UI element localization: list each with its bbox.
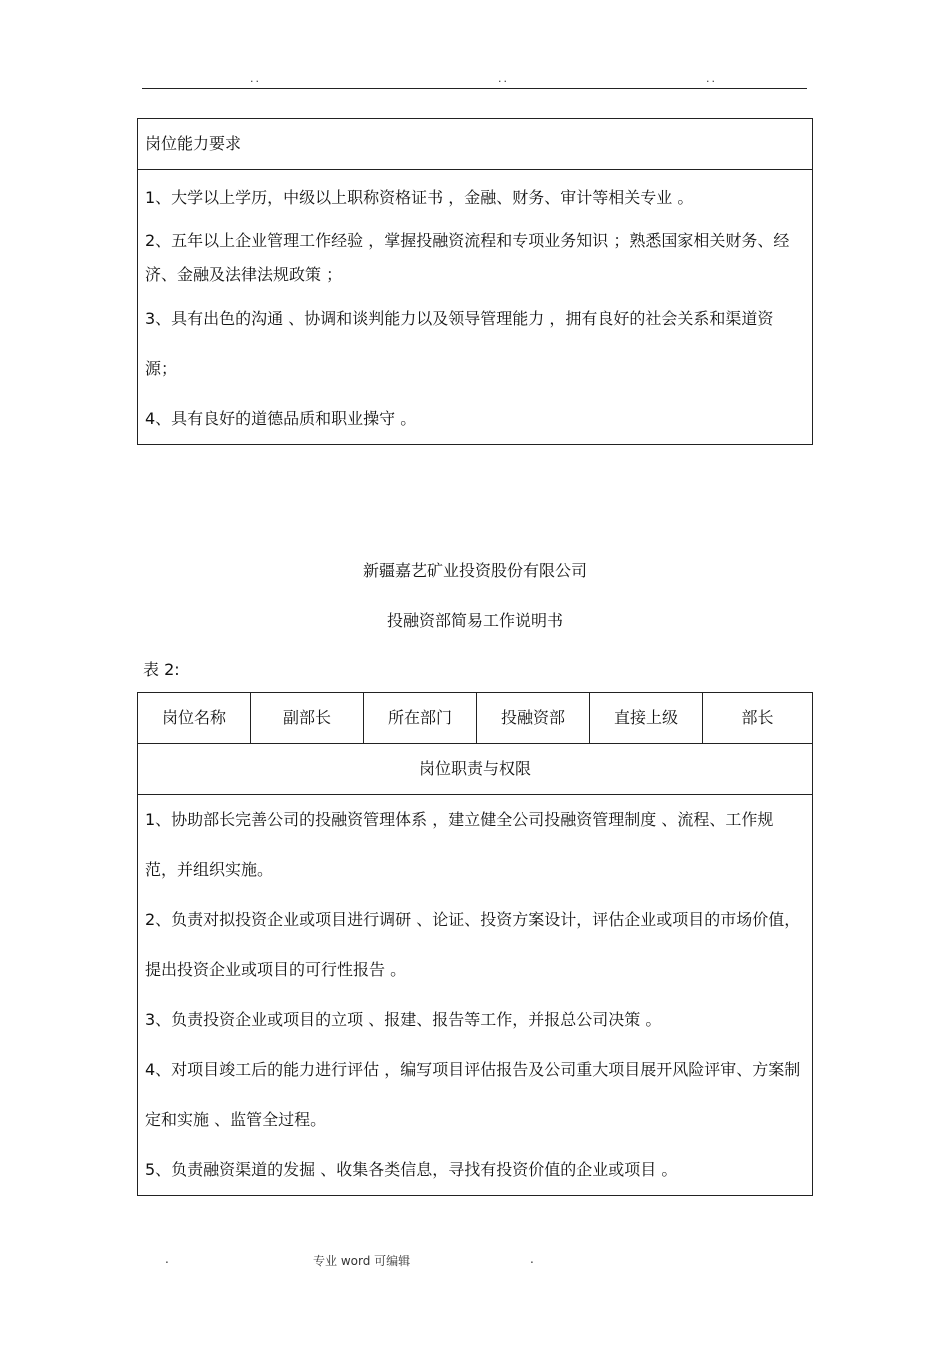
company-name: 新疆嘉艺矿业投资股份有限公司	[362, 561, 587, 580]
footer-text: 专业 word 可编辑	[313, 1254, 411, 1268]
competency-body	[138, 170, 813, 445]
header-rule	[142, 88, 807, 89]
header-cell-dept-value: 投融资部	[477, 693, 590, 744]
duty-item: 5、负责融资渠道的发掘 、收集各类信息，寻找有投资价值的企业或项目 。	[145, 1160, 678, 1179]
header-cell-position-label: 岗位名称	[138, 693, 251, 744]
footer-dot-left: .	[165, 1252, 169, 1266]
header-cell-position-value: 副部长	[251, 693, 364, 744]
duty-item: 4、对项目竣工后的能力进行评估 ，编写项目评估报告及公司重大项目展开风险评审、方案制定和实施 、监管全过程。	[145, 1060, 801, 1129]
competency-item: 3、具有出色的沟通 、协调和谈判能力以及领导管理能力 ，拥有良好的社会关系和渠道资源；	[145, 309, 774, 378]
footer-dot-right: .	[530, 1252, 534, 1266]
duty-item: 1、协助部长完善公司的投融资管理体系 ，建立健全公司投融资管理制度 、流程、工作规范，并组织实施。	[145, 810, 774, 879]
table-label: 表 2:	[143, 660, 180, 679]
competency-item: 1、大学以上学历，中级以上职称资格证书 ，金融、财务、审计等相关专业 。	[145, 188, 694, 207]
header-cell-supervisor-value: 部长	[703, 693, 813, 744]
header-cell-supervisor-label: 直接上级	[590, 693, 703, 744]
document-title: 投融资部简易工作说明书	[386, 611, 563, 630]
competency-table	[137, 118, 813, 445]
header-dots-mid: ..	[498, 72, 509, 85]
duty-item: 2、负责对拟投资企业或项目进行调研 、论证、投资方案设计，评估企业或项目的市场价值，提出投资企业或项目的可行性报告 。	[145, 910, 801, 979]
duties-body	[138, 795, 813, 1196]
section-title: 岗位职责与权限	[138, 744, 813, 795]
header-dots-left: ..	[250, 72, 261, 85]
job-description-table	[137, 692, 813, 1196]
header-cell-dept-label: 所在部门	[364, 693, 477, 744]
duty-item: 3、负责投资企业或项目的立项 、报建、报告等工作，并报总公司决策 。	[145, 1010, 662, 1029]
header-row	[138, 693, 813, 744]
header-dots-right: ..	[706, 72, 717, 85]
competency-title: 岗位能力要求	[138, 119, 813, 170]
competency-item: 2、五年以上企业管理工作经验 ，掌握投融资流程和专项业务知识 ；熟悉国家相关财务、经济、金融及法律法规政策 ；	[145, 231, 790, 284]
competency-item: 4、具有良好的道德品质和职业操守 。	[145, 409, 417, 428]
